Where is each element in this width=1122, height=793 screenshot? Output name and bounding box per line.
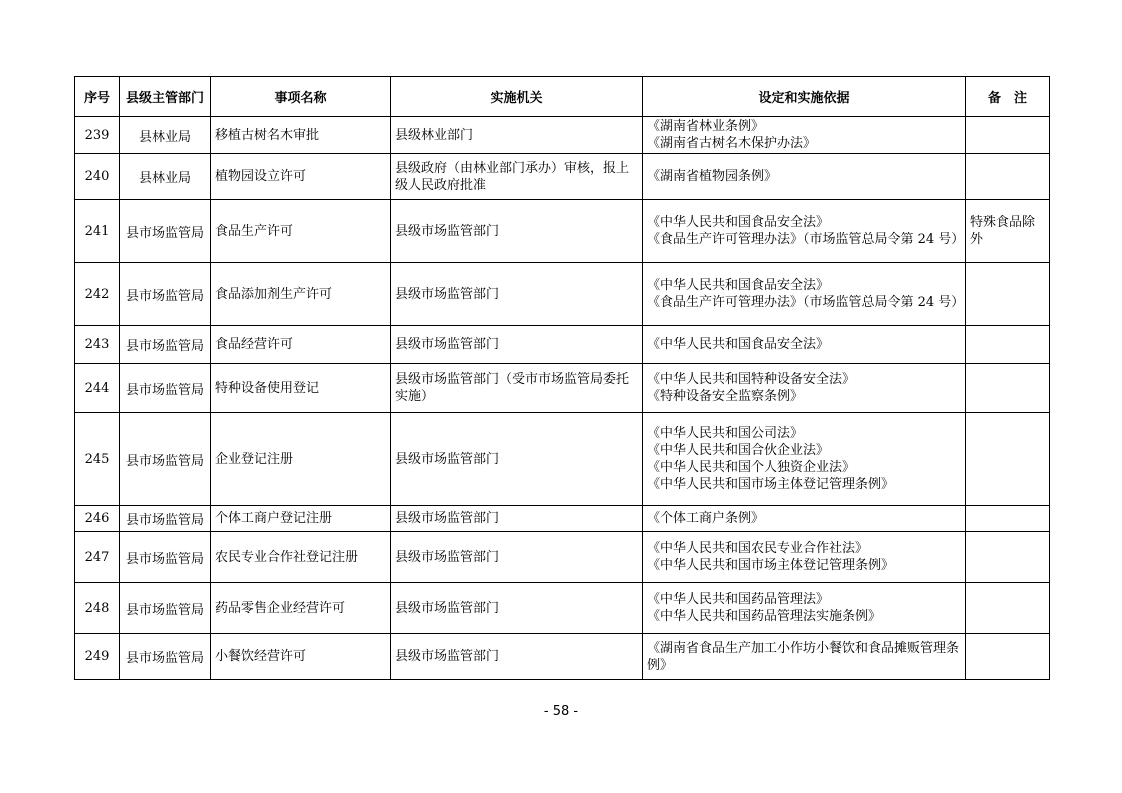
basis-line: 《湖南省古树名木保护办法》 (647, 136, 817, 151)
table-header-row (75, 77, 1050, 117)
row-department: 县林业局 (120, 154, 211, 200)
basis-line: 《食品生产许可管理办法》（市场监管总局令第 24 号） (647, 232, 965, 247)
row-remarks: 特殊食品除外 (966, 200, 1050, 263)
basis-line: 《中华人民共和国市场主体登记管理条例》 (647, 558, 895, 573)
row-basis (643, 583, 966, 634)
row-department: 县市场监管局 (120, 263, 211, 326)
table-row (75, 364, 1050, 413)
row-basis (643, 532, 966, 583)
row-basis (643, 506, 966, 532)
row-basis (643, 326, 966, 364)
basis-line: 《中华人民共和国农民专业合作社法》 (647, 541, 869, 556)
basis-line: 《中华人民共和国药品管理法实施条例》 (647, 609, 882, 624)
basis-line: 《湖南省植物园条例》 (647, 169, 778, 184)
row-basis (643, 413, 966, 506)
row-serial: 248 (75, 583, 120, 634)
row-remarks (966, 154, 1050, 200)
row-item-name: 植物园设立许可 (211, 154, 391, 200)
table-row (75, 532, 1050, 583)
row-serial: 239 (75, 117, 120, 154)
row-agency: 县级市场监管部门 (391, 583, 643, 634)
row-serial: 246 (75, 506, 120, 532)
row-department: 县市场监管局 (120, 634, 211, 680)
table-row (75, 263, 1050, 326)
row-agency: 县级市场监管部门（受市市场监管局委托实施） (391, 364, 643, 413)
row-item-name: 个体工商户登记注册 (211, 506, 391, 532)
row-serial: 247 (75, 532, 120, 583)
row-serial: 245 (75, 413, 120, 506)
row-item-name: 食品添加剂生产许可 (211, 263, 391, 326)
header-serial: 序号 (75, 77, 120, 117)
row-basis (643, 154, 966, 200)
row-serial: 244 (75, 364, 120, 413)
table-row (75, 154, 1050, 200)
row-basis (643, 117, 966, 154)
basis-line: 《中华人民共和国特种设备安全法》 (647, 372, 856, 387)
row-department: 县市场监管局 (120, 326, 211, 364)
table-body (75, 117, 1050, 680)
row-remarks (966, 634, 1050, 680)
page-number: - 58 - (543, 704, 579, 719)
row-serial: 249 (75, 634, 120, 680)
row-serial: 242 (75, 263, 120, 326)
table-row (75, 326, 1050, 364)
header-basis: 设定和实施依据 (643, 77, 966, 117)
header-remarks: 备 注 (966, 77, 1050, 117)
row-agency: 县级市场监管部门 (391, 413, 643, 506)
row-serial: 241 (75, 200, 120, 263)
row-remarks (966, 532, 1050, 583)
row-item-name: 食品经营许可 (211, 326, 391, 364)
basis-line: 《中华人民共和国药品管理法》 (647, 592, 830, 607)
row-remarks (966, 583, 1050, 634)
row-agency: 县级市场监管部门 (391, 326, 643, 364)
basis-line: 《中华人民共和国食品安全法》 (647, 278, 830, 293)
row-remarks (966, 263, 1050, 326)
basis-line: 《湖南省食品生产加工小作坊小餐饮和食品摊贩管理条例》 (647, 640, 960, 673)
row-item-name: 小餐饮经营许可 (211, 634, 391, 680)
basis-line: 《中华人民共和国个人独资企业法》 (647, 460, 856, 475)
row-agency: 县级市场监管部门 (391, 506, 643, 532)
row-department: 县市场监管局 (120, 413, 211, 506)
header-department: 县级主管部门 (120, 77, 211, 117)
row-agency: 县级市场监管部门 (391, 634, 643, 680)
row-department: 县林业局 (120, 117, 211, 154)
table-row (75, 506, 1050, 532)
row-agency: 县级市场监管部门 (391, 200, 643, 263)
basis-line: 《个体工商户条例》 (647, 511, 765, 526)
row-item-name: 企业登记注册 (211, 413, 391, 506)
row-agency: 县级市场监管部门 (391, 263, 643, 326)
row-basis (643, 200, 966, 263)
table-row (75, 413, 1050, 506)
row-department: 县市场监管局 (120, 200, 211, 263)
basis-line: 《食品生产许可管理办法》（市场监管总局令第 24 号） (647, 295, 965, 310)
basis-line: 《中华人民共和国食品安全法》 (647, 337, 830, 352)
row-department: 县市场监管局 (120, 364, 211, 413)
table-row (75, 117, 1050, 154)
row-remarks (966, 506, 1050, 532)
row-basis (643, 634, 966, 680)
table-row (75, 583, 1050, 634)
basis-line: 《中华人民共和国公司法》 (647, 426, 804, 441)
row-item-name: 药品零售企业经营许可 (211, 583, 391, 634)
row-item-name: 食品生产许可 (211, 200, 391, 263)
row-agency: 县级市场监管部门 (391, 532, 643, 583)
row-remarks (966, 413, 1050, 506)
row-serial: 243 (75, 326, 120, 364)
header-agency: 实施机关 (391, 77, 643, 117)
basis-line: 《湖南省林业条例》 (647, 119, 765, 134)
header-item-name: 事项名称 (211, 77, 391, 117)
basis-line: 《中华人民共和国合伙企业法》 (647, 443, 830, 458)
basis-line: 《特种设备安全监察条例》 (647, 389, 804, 404)
basis-line: 《中华人民共和国市场主体登记管理条例》 (647, 477, 895, 492)
row-remarks (966, 117, 1050, 154)
table-row (75, 200, 1050, 263)
row-agency: 县级政府（由林业部门承办）审核，报上级人民政府批准 (391, 154, 643, 200)
row-remarks (966, 364, 1050, 413)
row-item-name: 移植古树名木审批 (211, 117, 391, 154)
row-item-name: 特种设备使用登记 (211, 364, 391, 413)
row-serial: 240 (75, 154, 120, 200)
row-department: 县市场监管局 (120, 506, 211, 532)
row-basis (643, 364, 966, 413)
table-row (75, 634, 1050, 680)
row-basis (643, 263, 966, 326)
row-remarks (966, 326, 1050, 364)
row-item-name: 农民专业合作社登记注册 (211, 532, 391, 583)
permit-table (74, 76, 1050, 680)
row-agency: 县级林业部门 (391, 117, 643, 154)
row-department: 县市场监管局 (120, 583, 211, 634)
basis-line: 《中华人民共和国食品安全法》 (647, 215, 830, 230)
row-department: 县市场监管局 (120, 532, 211, 583)
